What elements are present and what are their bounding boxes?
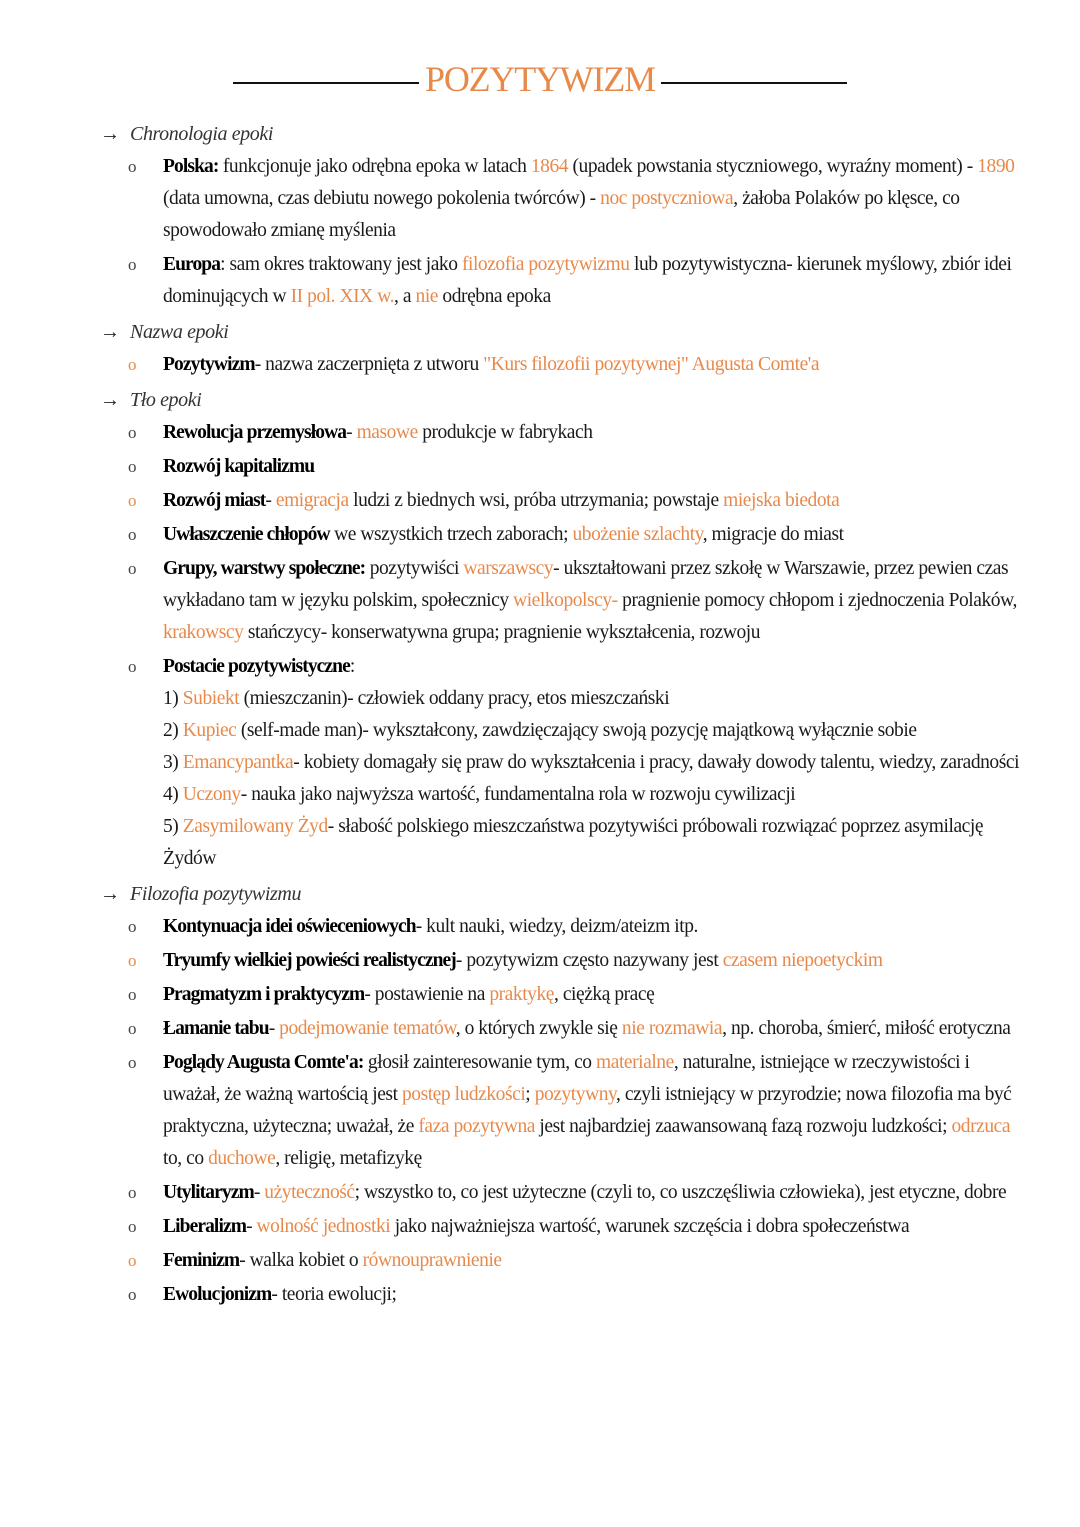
highlighted-text: II pol. XIX w. bbox=[290, 286, 395, 307]
circle-bullet-icon: o bbox=[128, 951, 137, 970]
highlighted-text: Uczony bbox=[182, 784, 241, 805]
text-run: - bbox=[265, 490, 276, 511]
text-run: , żałoba Polaków po klęsce, co spowodowało zmianę myślenia bbox=[163, 188, 960, 241]
highlighted-text: wielkopolscy- bbox=[513, 590, 618, 611]
highlighted-text: praktykę bbox=[489, 984, 554, 1005]
text-run: (upadek powstania styczniowego, wyraźny moment) - bbox=[568, 156, 978, 177]
text-run: pozytywiści bbox=[365, 558, 464, 579]
section-heading bbox=[100, 118, 1030, 150]
highlighted-text: postęp ludzkości bbox=[401, 1084, 526, 1105]
list-item-text bbox=[163, 1177, 1030, 1209]
circle-bullet-icon: o bbox=[128, 157, 137, 176]
circle-bullet-icon: o bbox=[128, 917, 137, 936]
text-run: stańczycy- konserwatywna grupa; pragnienie wykształcenia, rozwoju bbox=[243, 622, 761, 643]
highlighted-text: Kupiec bbox=[182, 720, 237, 741]
text-run: - pozytywizm często nazywany jest bbox=[455, 950, 723, 971]
list-item-text bbox=[163, 249, 1030, 313]
text-run: - bbox=[346, 422, 357, 443]
section-heading bbox=[100, 384, 1030, 416]
text-run: 1) bbox=[163, 688, 183, 709]
list-item-text bbox=[163, 651, 1030, 875]
text-run: - nauka jako najwyższa wartość, fundamentalna rola w rozwoju cywilizacji bbox=[240, 784, 796, 805]
list-item bbox=[100, 979, 1030, 1011]
numbered-list-item bbox=[163, 779, 1030, 811]
highlighted-text: czasem niepoetyckim bbox=[722, 950, 883, 971]
list-item-text bbox=[163, 485, 1030, 517]
text-run: - teoria ewolucji; bbox=[271, 1284, 397, 1305]
text-run: ; bbox=[525, 1084, 535, 1105]
list-item bbox=[100, 151, 1030, 247]
list-item bbox=[100, 553, 1030, 649]
section bbox=[100, 316, 1030, 381]
list-item bbox=[100, 911, 1030, 943]
text-run: - kult nauki, wiedzy, deizm/ateizm itp. bbox=[415, 916, 698, 937]
highlighted-text: wolność jednostki bbox=[256, 1216, 391, 1237]
bold-term: Liberalizm bbox=[163, 1216, 247, 1237]
list-item-text bbox=[163, 1047, 1030, 1175]
document-content bbox=[100, 118, 1030, 1314]
text-run: 3) bbox=[163, 752, 183, 773]
title-rule-right bbox=[661, 82, 847, 84]
text-run: - słabość polskiego mieszczaństwa pozytywiści próbowali rozwiązać poprzez asymilację Żydów bbox=[163, 816, 984, 869]
text-run: funkcjonuje jako odrębna epoka w latach bbox=[218, 156, 531, 177]
circle-bullet-icon: o bbox=[128, 457, 137, 476]
highlighted-text: faza pozytywna bbox=[418, 1116, 535, 1137]
numbered-list-item bbox=[163, 747, 1030, 779]
bold-term: Tryumfy wielkiej powieści realistycznej bbox=[163, 950, 456, 971]
title-rule-left bbox=[233, 82, 419, 84]
section-heading-text: Filozofia pozytywizmu bbox=[130, 882, 302, 905]
text-run: - bbox=[253, 1182, 265, 1203]
section-heading bbox=[100, 878, 1030, 910]
list-item bbox=[100, 945, 1030, 977]
numbered-list-item bbox=[163, 811, 1030, 875]
bold-term: Łamanie tabu bbox=[163, 1018, 269, 1039]
section bbox=[100, 384, 1030, 875]
list-item bbox=[100, 417, 1030, 449]
text-run: ; wszystko to, co jest użyteczne (czyli to, co uszczęśliwia człowieka), jest etyczne, dobre bbox=[354, 1182, 1007, 1203]
highlighted-text: nie rozmawia bbox=[621, 1018, 723, 1039]
arrow-right-icon: → bbox=[100, 122, 120, 145]
list-item bbox=[100, 1177, 1030, 1209]
document-title: POZYTYWIZM bbox=[425, 59, 655, 99]
bold-term: Rewolucja przemysłowa bbox=[163, 422, 347, 443]
bold-term: Grupy, warstwy społeczne: bbox=[163, 558, 366, 579]
highlighted-text: podejmowanie tematów bbox=[279, 1018, 456, 1039]
highlighted-text: odrzuca bbox=[951, 1116, 1011, 1137]
bold-term: Polska: bbox=[163, 156, 219, 177]
bold-term: Rozwój miast bbox=[163, 490, 266, 511]
bold-term: Ewolucjonizm bbox=[163, 1284, 272, 1305]
list-item bbox=[100, 1013, 1030, 1045]
list-item-text bbox=[163, 1245, 1030, 1277]
bold-term: Kontynuacja idei oświeceniowych bbox=[163, 916, 416, 937]
circle-bullet-icon: o bbox=[128, 657, 137, 676]
list-item bbox=[100, 1245, 1030, 1277]
bold-term: Pozytywizm bbox=[163, 354, 255, 375]
list-item-text bbox=[163, 1279, 1030, 1311]
circle-bullet-icon: o bbox=[128, 1053, 137, 1072]
text-run: jako najważniejsza wartość, warunek szczęścia i dobra społeczeństwa bbox=[390, 1216, 910, 1237]
highlighted-text: "Kurs filozofii pozytywnej" Augusta Comte'a bbox=[483, 354, 820, 375]
text-run: , migracje do miast bbox=[702, 524, 844, 545]
bold-term: Rozwój kapitalizmu bbox=[163, 456, 315, 477]
text-run: we wszystkich trzech zaborach; bbox=[329, 524, 573, 545]
bold-term: Postacie pozytywistyczne bbox=[163, 656, 350, 677]
text-run: : bbox=[349, 656, 355, 677]
highlighted-text: pozytywny bbox=[534, 1084, 617, 1105]
list-item bbox=[100, 485, 1030, 517]
highlighted-text: materialne bbox=[596, 1052, 674, 1073]
section-heading-text: Nazwa epoki bbox=[130, 320, 229, 343]
section-heading-text: Tło epoki bbox=[130, 388, 202, 411]
list-item bbox=[100, 451, 1030, 483]
bold-term: Uwłaszczenie chłopów bbox=[163, 524, 330, 545]
text-run: - nazwa zaczerpnięta z utworu bbox=[254, 354, 484, 375]
list-item-text bbox=[163, 911, 1030, 943]
text-run: - bbox=[246, 1216, 257, 1237]
list-item-text bbox=[163, 979, 1030, 1011]
list-item-text bbox=[163, 945, 1030, 977]
circle-bullet-icon: o bbox=[128, 1019, 137, 1038]
circle-bullet-icon: o bbox=[128, 423, 137, 442]
numbered-list-item bbox=[163, 715, 1030, 747]
list-item-text bbox=[163, 519, 1030, 551]
text-run: produkcje w fabrykach bbox=[417, 422, 593, 443]
text-run: - walka kobiet o bbox=[239, 1250, 363, 1271]
arrow-right-icon: → bbox=[100, 320, 120, 343]
highlighted-text: Subiekt bbox=[182, 688, 240, 709]
list-item bbox=[100, 1279, 1030, 1311]
circle-bullet-icon: o bbox=[128, 559, 137, 578]
text-run: , religię, metafizykę bbox=[275, 1148, 422, 1169]
text-run: odrębna epoka bbox=[438, 286, 551, 307]
highlighted-text: emigracja bbox=[275, 490, 349, 511]
text-run: jest najbardziej zaawansowaną fazą rozwoju ludzkości; bbox=[534, 1116, 952, 1137]
text-run: , czyli istniejący w przyrodzie; nowa filozofia ma być praktyczna, użyteczna; uważał, że bbox=[163, 1084, 1012, 1137]
highlighted-text: nie bbox=[415, 286, 438, 307]
text-run: 4) bbox=[163, 784, 183, 805]
bold-term: Pragmatyzm i praktycyzm bbox=[163, 984, 365, 1005]
text-run: 5) bbox=[163, 816, 183, 837]
list-item-text bbox=[163, 417, 1030, 449]
highlighted-text: krakowscy bbox=[163, 622, 244, 643]
bold-term: Poglądy Augusta Comte'a: bbox=[163, 1052, 364, 1073]
list-item bbox=[100, 1047, 1030, 1175]
circle-bullet-icon: o bbox=[128, 1183, 137, 1202]
section bbox=[100, 878, 1030, 1311]
circle-bullet-icon: o bbox=[128, 1251, 137, 1270]
text-run: - kobiety domagały się praw do wykształcenia i pracy, dawały dowody talentu, wiedzy, zaradności bbox=[293, 752, 1020, 773]
highlighted-text: użyteczność bbox=[264, 1182, 355, 1203]
highlighted-text: 1890 bbox=[977, 156, 1015, 177]
circle-bullet-icon: o bbox=[128, 355, 137, 374]
list-item bbox=[100, 1211, 1030, 1243]
text-run: lub pozytywistyczna- kierunek myślowy, zbiór idei dominujących w bbox=[163, 254, 1012, 307]
highlighted-text: masowe bbox=[356, 422, 418, 443]
list-item bbox=[100, 651, 1030, 875]
highlighted-text: 1864 bbox=[530, 156, 569, 177]
text-run: , ciężką pracę bbox=[553, 984, 655, 1005]
text-run: (data umowna, czas debiutu nowego pokolenia twórców) - bbox=[163, 188, 601, 209]
circle-bullet-icon: o bbox=[128, 1285, 137, 1304]
list-item bbox=[100, 519, 1030, 551]
list-item-text bbox=[163, 451, 1030, 483]
circle-bullet-icon: o bbox=[128, 985, 137, 1004]
text-run: głosił zainteresowanie tym, co bbox=[363, 1052, 597, 1073]
highlighted-text: równouprawnienie bbox=[362, 1250, 502, 1271]
bold-term: Utylitaryzm bbox=[163, 1182, 254, 1203]
list-item-text bbox=[163, 553, 1030, 649]
text-run: : sam okres traktowany jest jako bbox=[220, 254, 462, 275]
document-title-row bbox=[0, 58, 1080, 100]
highlighted-text: Emancypantka bbox=[182, 752, 294, 773]
text-run: ludzi z biednych wsi, próba utrzymania; powstaje bbox=[348, 490, 724, 511]
text-run: - bbox=[268, 1018, 280, 1039]
text-run: to, co bbox=[163, 1148, 209, 1169]
circle-bullet-icon: o bbox=[128, 525, 137, 544]
list-item-text bbox=[163, 1211, 1030, 1243]
highlighted-text: duchowe bbox=[208, 1148, 276, 1169]
text-run: , o których zwykle się bbox=[455, 1018, 622, 1039]
list-item bbox=[100, 349, 1030, 381]
highlighted-text: miejska biedota bbox=[723, 490, 840, 511]
highlighted-text: Zasymilowany Żyd bbox=[182, 816, 328, 837]
bold-term: Feminizm bbox=[163, 1250, 240, 1271]
list-item-text bbox=[163, 349, 1030, 381]
bold-term: Europa bbox=[163, 254, 221, 275]
highlighted-text: noc postyczniowa bbox=[600, 188, 734, 209]
list-item-text bbox=[163, 1013, 1030, 1045]
arrow-right-icon: → bbox=[100, 882, 120, 905]
numbered-list-item bbox=[163, 683, 1030, 715]
list-item bbox=[100, 249, 1030, 313]
text-run: , a bbox=[394, 286, 416, 307]
section-heading bbox=[100, 316, 1030, 348]
text-run: pragnienie pomocy chłopom i zjednoczenia Polaków, bbox=[617, 590, 1017, 611]
circle-bullet-icon: o bbox=[128, 491, 137, 510]
text-run: - postawienie na bbox=[364, 984, 490, 1005]
text-run: - ukształtowani przez szkołę w Warszawie, przez pewien czas wykładano tam w języku polskim, społecznicy bbox=[163, 558, 1009, 611]
arrow-right-icon: → bbox=[100, 388, 120, 411]
highlighted-text: ubożenie szlachty bbox=[572, 524, 703, 545]
text-run: (self-made man)- wykształcony, zawdzięczający swoją pozycję majątkową wyłącznie sobie bbox=[236, 720, 917, 741]
text-run: 2) bbox=[163, 720, 183, 741]
list-item-text bbox=[163, 151, 1030, 247]
circle-bullet-icon: o bbox=[128, 1217, 137, 1236]
text-run: (mieszczanin)- człowiek oddany pracy, etos mieszczański bbox=[239, 688, 670, 709]
highlighted-text: warszawscy bbox=[463, 558, 554, 579]
text-run: , naturalne, istniejące w rzeczywistości i uważał, że ważną wartością jest bbox=[163, 1052, 970, 1105]
highlighted-text: filozofia pozytywizmu bbox=[461, 254, 630, 275]
text-run: , np. choroba, śmierć, miłość erotyczna bbox=[722, 1018, 1011, 1039]
section bbox=[100, 118, 1030, 313]
section-heading-text: Chronologia epoki bbox=[130, 122, 274, 145]
circle-bullet-icon: o bbox=[128, 255, 137, 274]
